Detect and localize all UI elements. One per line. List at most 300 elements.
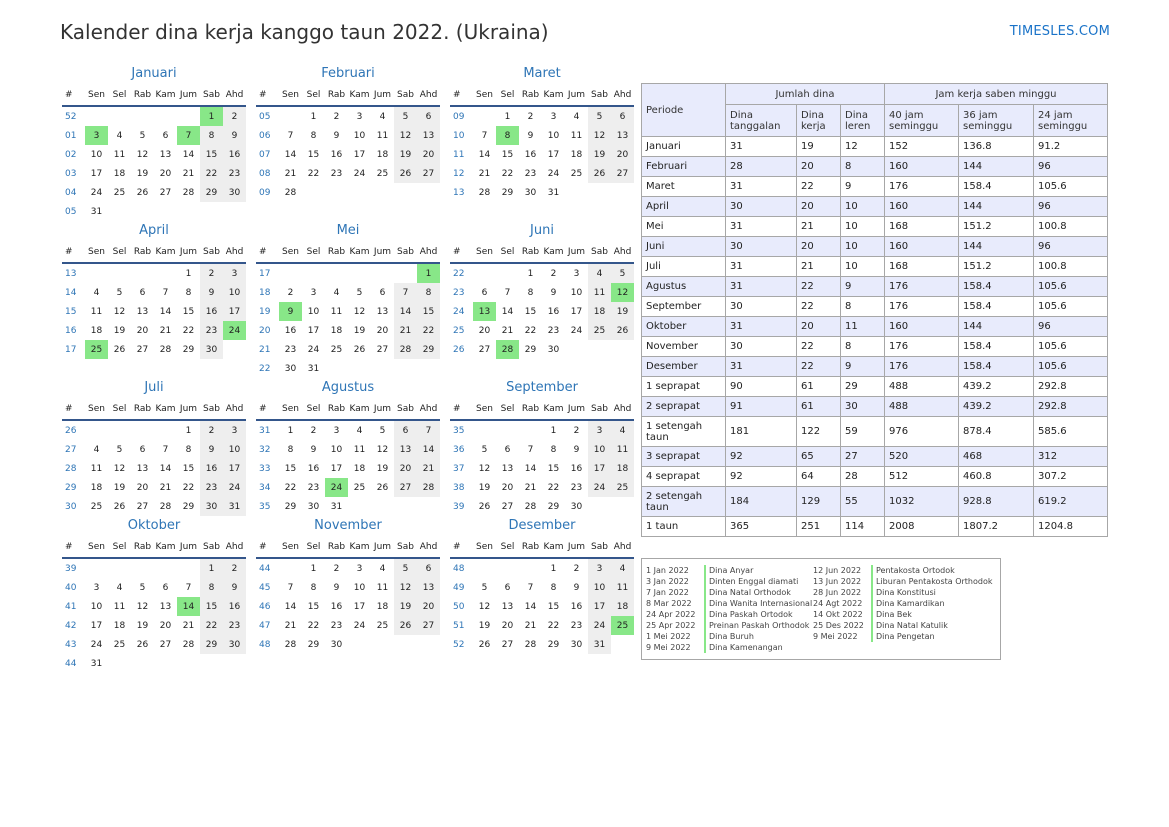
day-cell: 11 [588,283,611,302]
month-name: Maret [523,66,561,81]
day-cell: 15 [200,597,223,616]
day-cell: 29 [182,344,195,355]
day-cell: 4 [379,111,386,122]
month-name: Desember [508,518,576,533]
day-cell: 2 [287,287,294,298]
empty-cell [177,558,200,578]
value-cell: 91.2 [1034,137,1108,157]
empty-cell [302,263,325,283]
value-cell: 22 [797,337,841,357]
empty-cell [348,183,371,202]
day-cell: 25 [611,478,634,497]
period-cell: Agustus [642,277,726,297]
week-number: 48 [259,639,271,650]
week-number: 52 [65,111,77,122]
day-cell: 9 [279,302,302,321]
value-cell: 65 [797,447,841,467]
day-cell: 12 [478,601,491,612]
day-cell: 8 [310,582,317,593]
week-number: 22 [453,268,465,279]
day-cell: 4 [611,558,634,578]
empty-cell [565,340,588,359]
week-number: 39 [453,501,465,512]
day-cell: 20 [159,168,172,179]
holiday-marker [871,631,873,642]
holiday-date: 24 Apr 2022 [646,610,696,619]
holiday-name: Dina Wanita Internasional [709,599,813,608]
day-cell: 23 [330,168,343,179]
period-cell: 4 seprapat [642,467,726,487]
value-cell: 365 [726,517,797,537]
day-cell: 23 [200,478,223,497]
day-cell: 18 [90,482,103,493]
value-cell: 878.4 [959,417,1034,447]
weekday-label: Kam [348,537,371,558]
day-cell: 6 [504,444,511,455]
day-cell: 22 [501,168,514,179]
day-cell: 16 [570,463,583,474]
weekday-label: Jum [565,242,588,263]
weekday-label: Sel [302,85,325,106]
day-cell: 13 [417,578,440,597]
weekday-label: Kam [154,399,177,420]
holiday-date: 1 Jan 2022 [646,566,689,575]
day-cell: 30 [570,501,583,512]
month-juli [62,376,246,516]
day-cell: 1 [200,558,223,578]
weekday-label: Jum [177,537,200,558]
value-cell: 22 [797,277,841,297]
week-number: 28 [65,463,77,474]
day-cell: 5 [356,287,363,298]
value-cell: 520 [885,447,959,467]
day-cell: 30 [223,635,246,654]
value-cell: 9 [841,277,885,297]
day-cell: 12 [136,601,149,612]
value-cell: 92 [726,467,797,487]
day-cell: 6 [611,106,634,126]
day-cell: 9 [333,582,340,593]
holiday-marker [871,609,873,620]
value-cell: 92 [726,447,797,467]
weekday-label: Sab [394,399,417,420]
holiday-date: 9 Mei 2022 [646,643,691,652]
holiday-entry [646,631,754,642]
day-cell: 23 [284,344,297,355]
holiday-entry [646,609,793,620]
value-cell: 144 [959,237,1034,257]
value-cell: 8 [841,297,885,317]
day-cell: 16 [524,149,537,160]
day-cell: 5 [481,444,488,455]
day-cell: 3 [573,268,580,279]
table-row [642,197,1108,217]
empty-cell [496,263,519,283]
day-cell: 9 [573,444,580,455]
value-cell: 158.4 [959,357,1034,377]
value-cell: 30 [841,397,885,417]
day-cell: 17 [307,325,320,336]
day-cell: 17 [90,620,103,631]
holiday-marker [871,576,873,587]
weekday-label: # [450,242,473,263]
weekday-label: Sen [473,242,496,263]
weekday-label: Sen [85,537,108,558]
value-cell: 100.8 [1034,257,1108,277]
days-group-header: Jumlah dina [726,84,885,105]
day-cell: 17 [570,306,583,317]
holiday-name: Preinan Paskah Orthodok [709,621,810,630]
weekday-label: Jum [177,399,200,420]
weekday-label: Kam [348,399,371,420]
day-cell: 30 [200,340,223,359]
weekday-label: Sab [588,537,611,558]
week-number: 14 [65,287,77,298]
value-cell: 10 [841,237,885,257]
value-cell: 105.6 [1034,277,1108,297]
week-number: 18 [259,287,271,298]
holiday-name: Liburan Pentakosta Orthodok [876,577,993,586]
value-cell: 307.2 [1034,467,1108,487]
day-cell: 6 [394,420,417,440]
day-cell: 3 [223,420,246,440]
value-cell: 160 [885,317,959,337]
day-cell: 31 [588,635,611,654]
weekday-label: Jum [565,85,588,106]
value-cell: 105.6 [1034,297,1108,317]
period-cell: 3 seprapat [642,447,726,467]
value-cell: 30 [726,237,797,257]
weekday-label: Sel [496,399,519,420]
day-cell: 12 [113,463,126,474]
empty-cell [473,106,496,126]
week-number: 21 [259,344,271,355]
month-maret [450,62,634,202]
weekday-label: Sel [108,537,131,558]
period-cell: November [642,337,726,357]
value-cell: 12 [841,137,885,157]
day-cell: 24 [325,478,348,497]
empty-cell [611,183,634,202]
week-number: 03 [65,168,77,179]
day-cell: 28 [496,340,519,359]
value-cell: 1807.2 [959,517,1034,537]
value-cell: 176 [885,277,959,297]
weekday-label: Rab [325,537,348,558]
day-cell: 11 [611,578,634,597]
month-juni [450,219,634,359]
empty-cell [108,263,131,283]
value-cell: 31 [726,177,797,197]
table-row [642,357,1108,377]
day-cell: 8 [185,444,192,455]
value-cell: 30 [726,337,797,357]
empty-cell [177,106,200,126]
day-cell: 10 [90,601,103,612]
day-cell: 10 [547,130,560,141]
month-name: Mei [336,223,360,238]
day-cell: 20 [478,325,491,336]
day-cell: 11 [113,601,126,612]
day-cell: 2 [223,558,246,578]
day-cell: 7 [527,582,534,593]
day-cell: 23 [570,482,583,493]
day-cell: 10 [570,287,583,298]
weekday-label: Ahd [611,399,634,420]
week-number: 51 [453,620,465,631]
day-cell: 31 [90,658,103,669]
value-cell: 439.2 [959,377,1034,397]
day-cell: 15 [547,463,560,474]
holiday-entry [813,576,993,587]
value-cell: 105.6 [1034,357,1108,377]
hours-group-header: Jam kerja saben minggu [885,84,1108,105]
day-cell: 10 [330,444,343,455]
day-cell: 14 [159,306,172,317]
weekday-label: Sel [108,242,131,263]
day-cell: 16 [570,601,583,612]
day-cell: 8 [496,126,519,145]
day-cell: 25 [330,344,343,355]
empty-cell [131,106,154,126]
day-cell: 13 [159,149,172,160]
day-cell: 31 [223,497,246,516]
week-number: 34 [259,482,271,493]
period-cell: 1 taun [642,517,726,537]
day-cell: 10 [223,283,246,302]
day-cell: 18 [90,325,103,336]
day-cell: 4 [333,287,340,298]
work-summary-table [641,83,1108,537]
empty-cell [279,558,302,578]
weekday-label: Sab [200,242,223,263]
value-cell: 585.6 [1034,417,1108,447]
day-cell: 24 [90,639,103,650]
weekday-label: Sel [108,85,131,106]
week-number: 10 [453,130,465,141]
brand-link[interactable]: TIMESLES.COM [1009,24,1110,39]
value-cell: 96 [1034,317,1108,337]
day-cell: 4 [588,263,611,283]
value-cell: 31 [726,277,797,297]
value-cell: 105.6 [1034,337,1108,357]
holiday-date: 13 Jun 2022 [813,577,862,586]
week-number: 05 [259,111,271,122]
day-cell: 24 [223,321,246,340]
week-number: 46 [259,601,271,612]
weekday-label: Ahd [223,399,246,420]
day-cell: 24 [307,344,320,355]
day-cell: 2 [333,563,340,574]
day-cell: 10 [588,578,611,597]
value-cell: 184 [726,487,797,517]
day-cell: 8 [310,130,317,141]
day-cell: 22 [200,164,223,183]
day-cell: 13 [501,601,514,612]
day-cell: 9 [550,287,557,298]
value-cell: 160 [885,237,959,257]
day-cell: 20 [611,145,634,164]
day-cell: 28 [284,639,297,650]
value-cell: 160 [885,197,959,217]
col-header: 40 jam seminggu [885,105,959,137]
day-cell: 13 [473,302,496,321]
day-cell: 2 [223,106,246,126]
day-cell: 30 [547,344,560,355]
weekday-label: Rab [519,242,542,263]
day-cell: 26 [394,164,417,183]
holiday-marker [704,642,706,653]
month-april [62,219,246,359]
weekday-label: # [450,537,473,558]
weekday-label: Rab [131,399,154,420]
day-cell: 30 [284,363,297,374]
weekday-label: Sab [200,399,223,420]
day-cell: 22 [182,482,195,493]
weekday-label: Sab [588,85,611,106]
holiday-entry [646,565,754,576]
week-number: 49 [453,582,465,593]
weekday-label: # [62,537,85,558]
day-cell: 8 [287,444,294,455]
week-number: 27 [65,444,77,455]
table-row [642,297,1108,317]
day-cell: 27 [394,478,417,497]
weekday-label: Jum [371,85,394,106]
holiday-name: Dina Natal Orthodok [709,588,791,597]
empty-cell [279,106,302,126]
day-cell: 21 [417,459,440,478]
value-cell: 181 [726,417,797,447]
day-cell: 7 [185,582,192,593]
day-cell: 8 [200,126,223,145]
value-cell: 1204.8 [1034,517,1108,537]
day-cell: 7 [417,420,440,440]
weekday-label: Ahd [611,242,634,263]
day-cell: 31 [547,187,560,198]
day-cell: 1 [287,425,294,436]
col-header: Dina tanggalan [726,105,797,137]
day-cell: 25 [611,616,634,635]
weekday-label: Sen [279,85,302,106]
day-cell: 19 [478,482,491,493]
weekday-label: Sen [85,85,108,106]
weekday-label: # [256,399,279,420]
value-cell: 158.4 [959,337,1034,357]
day-cell: 20 [376,325,389,336]
empty-cell [473,558,496,578]
day-cell: 16 [223,597,246,616]
holiday-name: Dina Anyar [709,566,754,575]
empty-cell [223,340,246,359]
empty-cell [348,263,371,283]
empty-cell [394,183,417,202]
day-cell: 15 [182,306,195,317]
day-cell: 4 [116,130,123,141]
day-cell: 18 [353,463,366,474]
day-cell: 13 [611,126,634,145]
day-cell: 27 [417,164,440,183]
week-number: 47 [259,620,271,631]
month-mei [256,219,440,378]
day-cell: 14 [284,149,297,160]
day-cell: 27 [159,187,172,198]
day-cell: 19 [376,463,389,474]
week-number: 09 [259,187,271,198]
value-cell: 168 [885,217,959,237]
value-cell: 158.4 [959,297,1034,317]
day-cell: 8 [417,283,440,302]
value-cell: 129 [797,487,841,517]
empty-cell [85,558,108,578]
value-cell: 59 [841,417,885,447]
day-cell: 6 [139,444,146,455]
day-cell: 5 [139,582,146,593]
period-cell: Desember [642,357,726,377]
day-cell: 16 [330,149,343,160]
holiday-name: Dina Bek [876,610,912,619]
day-cell: 14 [394,302,417,321]
empty-cell [394,263,417,283]
page-title: Kalender dina kerja kanggo taun 2022. (Ukraina) [60,20,549,44]
day-cell: 27 [159,639,172,650]
day-cell: 8 [200,578,223,597]
table-row [642,337,1108,357]
empty-cell [348,635,371,654]
day-cell: 20 [159,620,172,631]
empty-cell [394,635,417,654]
day-cell: 14 [524,463,537,474]
holiday-date: 1 Mei 2022 [646,632,691,641]
day-cell: 19 [353,325,366,336]
day-cell: 25 [588,321,611,340]
period-cell: April [642,197,726,217]
period-cell: Februari [642,157,726,177]
day-cell: 23 [330,620,343,631]
day-cell: 2 [200,263,223,283]
day-cell: 24 [570,325,583,336]
week-number: 42 [65,620,77,631]
holiday-name: Dina Konstitusi [876,588,936,597]
table-row [642,277,1108,297]
day-cell: 24 [547,168,560,179]
weekday-label: Kam [542,242,565,263]
day-cell: 29 [200,635,223,654]
week-number: 20 [259,325,271,336]
holiday-entry [813,565,955,576]
day-cell: 17 [90,168,103,179]
day-cell: 5 [379,425,386,436]
weekday-label: Sab [394,242,417,263]
day-cell: 3 [588,420,611,440]
weekday-label: Sel [302,242,325,263]
day-cell: 5 [394,106,417,126]
day-cell: 4 [573,111,580,122]
value-cell: 27 [841,447,885,467]
day-cell: 29 [307,639,320,650]
holiday-date: 14 Okt 2022 [813,610,863,619]
empty-cell [588,340,611,359]
day-cell: 22 [524,325,537,336]
value-cell: 9 [841,357,885,377]
day-cell: 19 [113,325,126,336]
day-cell: 18 [113,620,126,631]
day-cell: 29 [284,501,297,512]
weekday-label: Kam [154,85,177,106]
weekday-label: Jum [371,242,394,263]
table-row [642,517,1108,537]
day-cell: 10 [307,306,320,317]
